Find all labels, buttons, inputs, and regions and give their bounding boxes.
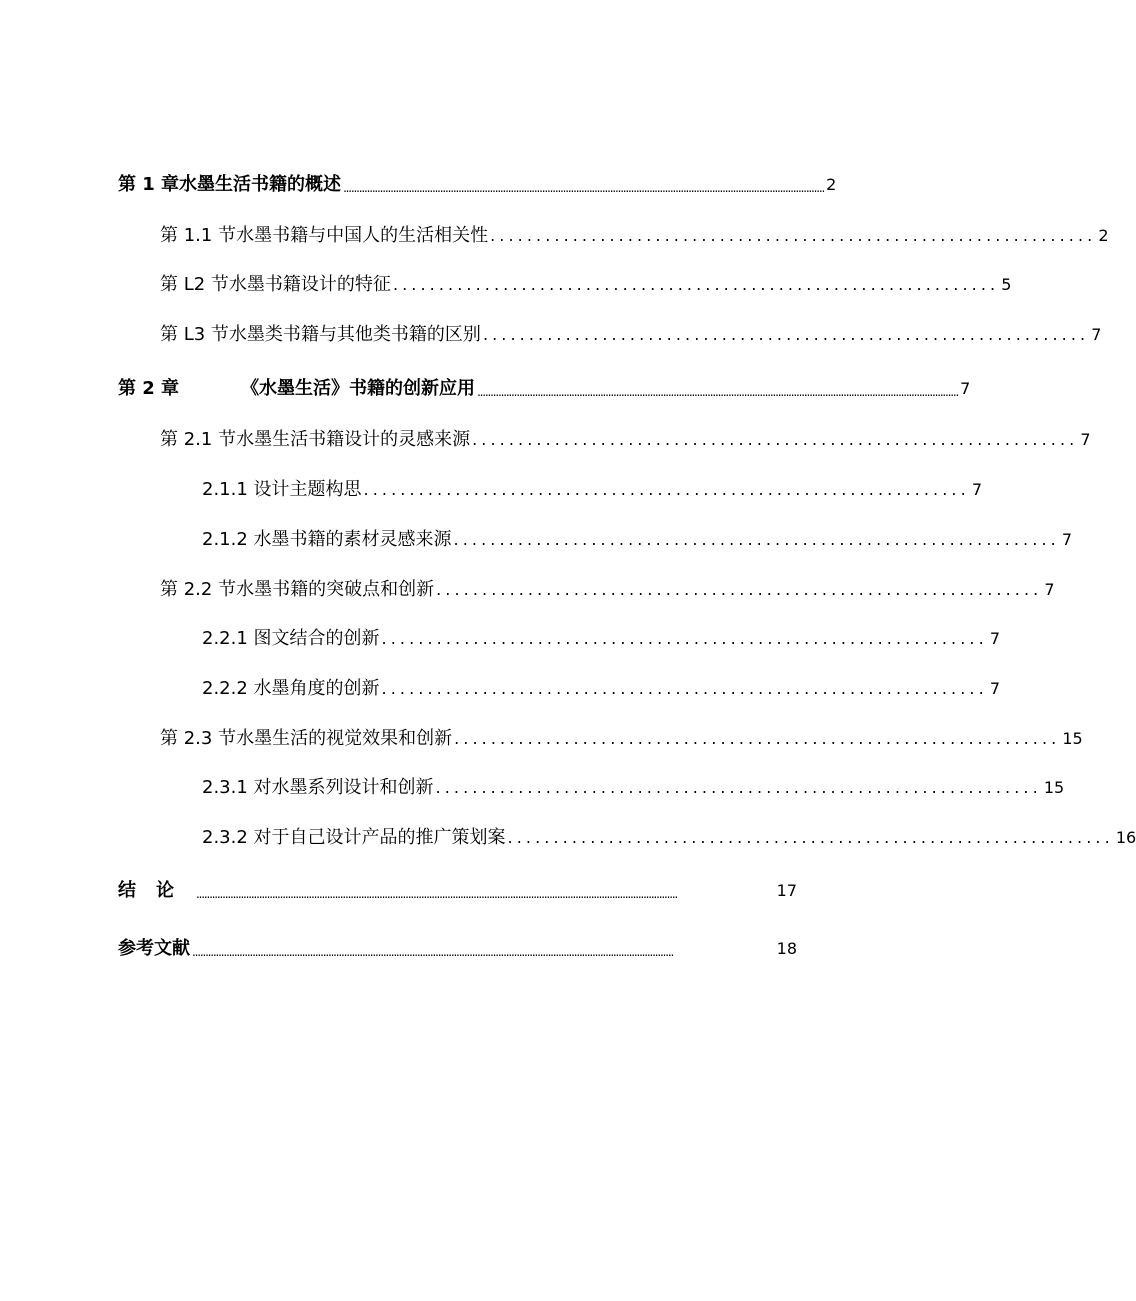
toc-entry-title: 第 2.2 节水墨书籍的突破点和创新 [160, 579, 435, 600]
toc-dot-leader: ........................................................................................................................................................................................ [196, 887, 678, 901]
toc-entry-title: 第 1 章水墨生活书籍的概述 [118, 174, 342, 195]
toc-entry-section-2-3[interactable] [160, 724, 1083, 754]
chapter-label: 第 2 章 [118, 378, 180, 399]
toc-entry-subsection-2-2-2[interactable] [202, 674, 1000, 704]
toc-entry-section-2-2[interactable] [160, 575, 1055, 605]
toc-entry-title: 第 2.3 节水墨生活的视觉效果和创新 [160, 728, 453, 749]
toc-page-number: 15 [1043, 778, 1065, 797]
toc-page-number: 7 [989, 629, 1000, 648]
toc-entry-references[interactable] [118, 934, 797, 964]
toc-dot-leader: .................................................................. [435, 778, 1042, 797]
toc-dot-leader: ........................................................................................................................................................................................ [477, 385, 959, 399]
toc-page-number: 7 [1061, 530, 1072, 549]
toc-entry-subsection-2-1-2[interactable] [202, 525, 1072, 555]
toc-entry-subsection-2-3-2[interactable] [202, 823, 1136, 853]
toc-dot-leader: .................................................................. [381, 629, 988, 648]
toc-entry-title: 参考文献 [118, 938, 190, 959]
toc-entry-chapter-2[interactable] [118, 374, 971, 404]
toc-entry-section-2-1[interactable] [160, 425, 1091, 455]
toc-entry-section-1-1[interactable] [160, 221, 1109, 251]
toc-dot-leader: ........................................................................................................................................................................................ [343, 181, 825, 195]
toc-entry-title: 结论 [118, 880, 194, 901]
toc-page-number: 7 [1044, 580, 1055, 599]
toc-page-number: 15 [1062, 729, 1083, 748]
toc-entry-subsection-2-2-1[interactable] [202, 624, 1000, 654]
toc-page-number: 7 [971, 480, 982, 499]
toc-dot-leader: .................................................................. [454, 729, 1061, 748]
toc-page-number: 2 [1098, 226, 1109, 245]
toc-entry-title: 2.3.1 对水墨系列设计和创新 [202, 777, 434, 798]
toc-entry-section-1-2[interactable] [160, 270, 1012, 300]
toc-dot-leader: .................................................................. [507, 828, 1114, 847]
toc-entry-title: 第 2.1 节水墨生活书籍设计的灵感来源 [160, 429, 471, 450]
toc-entry-title: 2.2.1 图文结合的创新 [202, 628, 380, 649]
toc-page-number: 17 [776, 881, 797, 900]
toc-entry-title: 第 L2 节水墨书籍设计的特征 [160, 274, 391, 295]
toc-entry-section-1-3[interactable] [160, 320, 1102, 350]
toc-dot-leader: .................................................................. [472, 430, 1079, 449]
toc-dot-leader: .................................................................. [381, 679, 988, 698]
toc-page-number: 2 [826, 175, 837, 194]
toc-page-number: 7 [989, 679, 1000, 698]
toc-dot-leader: .................................................................. [453, 530, 1060, 549]
toc-entry-title: 2.1.1 设计主题构思 [202, 479, 362, 500]
toc-page-number: 5 [1001, 275, 1012, 294]
toc-page-number: 7 [1091, 325, 1102, 344]
toc-page-number: 7 [1080, 430, 1091, 449]
toc-entry-chapter-1[interactable] [118, 170, 837, 200]
toc-entry-title: 第 1.1 节水墨书籍与中国人的生活相关性 [160, 225, 489, 246]
toc-dot-leader: .................................................................. [436, 580, 1043, 599]
toc-page-number: 7 [960, 379, 971, 398]
toc-page-number: 16 [1115, 828, 1136, 847]
toc-entry-title: 2.1.2 水墨书籍的素材灵感来源 [202, 529, 452, 550]
toc-dot-leader: .................................................................. [363, 480, 970, 499]
toc-entry-title: 第 L3 节水墨类书籍与其他类书籍的区别 [160, 324, 481, 345]
toc-dot-leader: ........................................................................................................................................................................................ [192, 945, 674, 959]
toc-entry-title: 2.3.2 对于自己设计产品的推广策划案 [202, 827, 506, 848]
chapter-title: 《水墨生活》书籍的创新应用 [241, 378, 476, 399]
toc-page-number: 18 [776, 939, 797, 958]
toc-entry-subsection-2-3-1[interactable] [202, 773, 1065, 803]
toc-dot-leader: .................................................................. [490, 226, 1097, 245]
toc-entry-title: 2.2.2 水墨角度的创新 [202, 678, 380, 699]
toc-dot-leader: .................................................................. [482, 325, 1090, 344]
toc-entry-conclusion[interactable] [118, 876, 797, 906]
toc-entry-title [118, 374, 475, 404]
toc-entry-subsection-2-1-1[interactable] [202, 475, 982, 505]
toc-dot-leader: .................................................................. [392, 275, 1000, 294]
